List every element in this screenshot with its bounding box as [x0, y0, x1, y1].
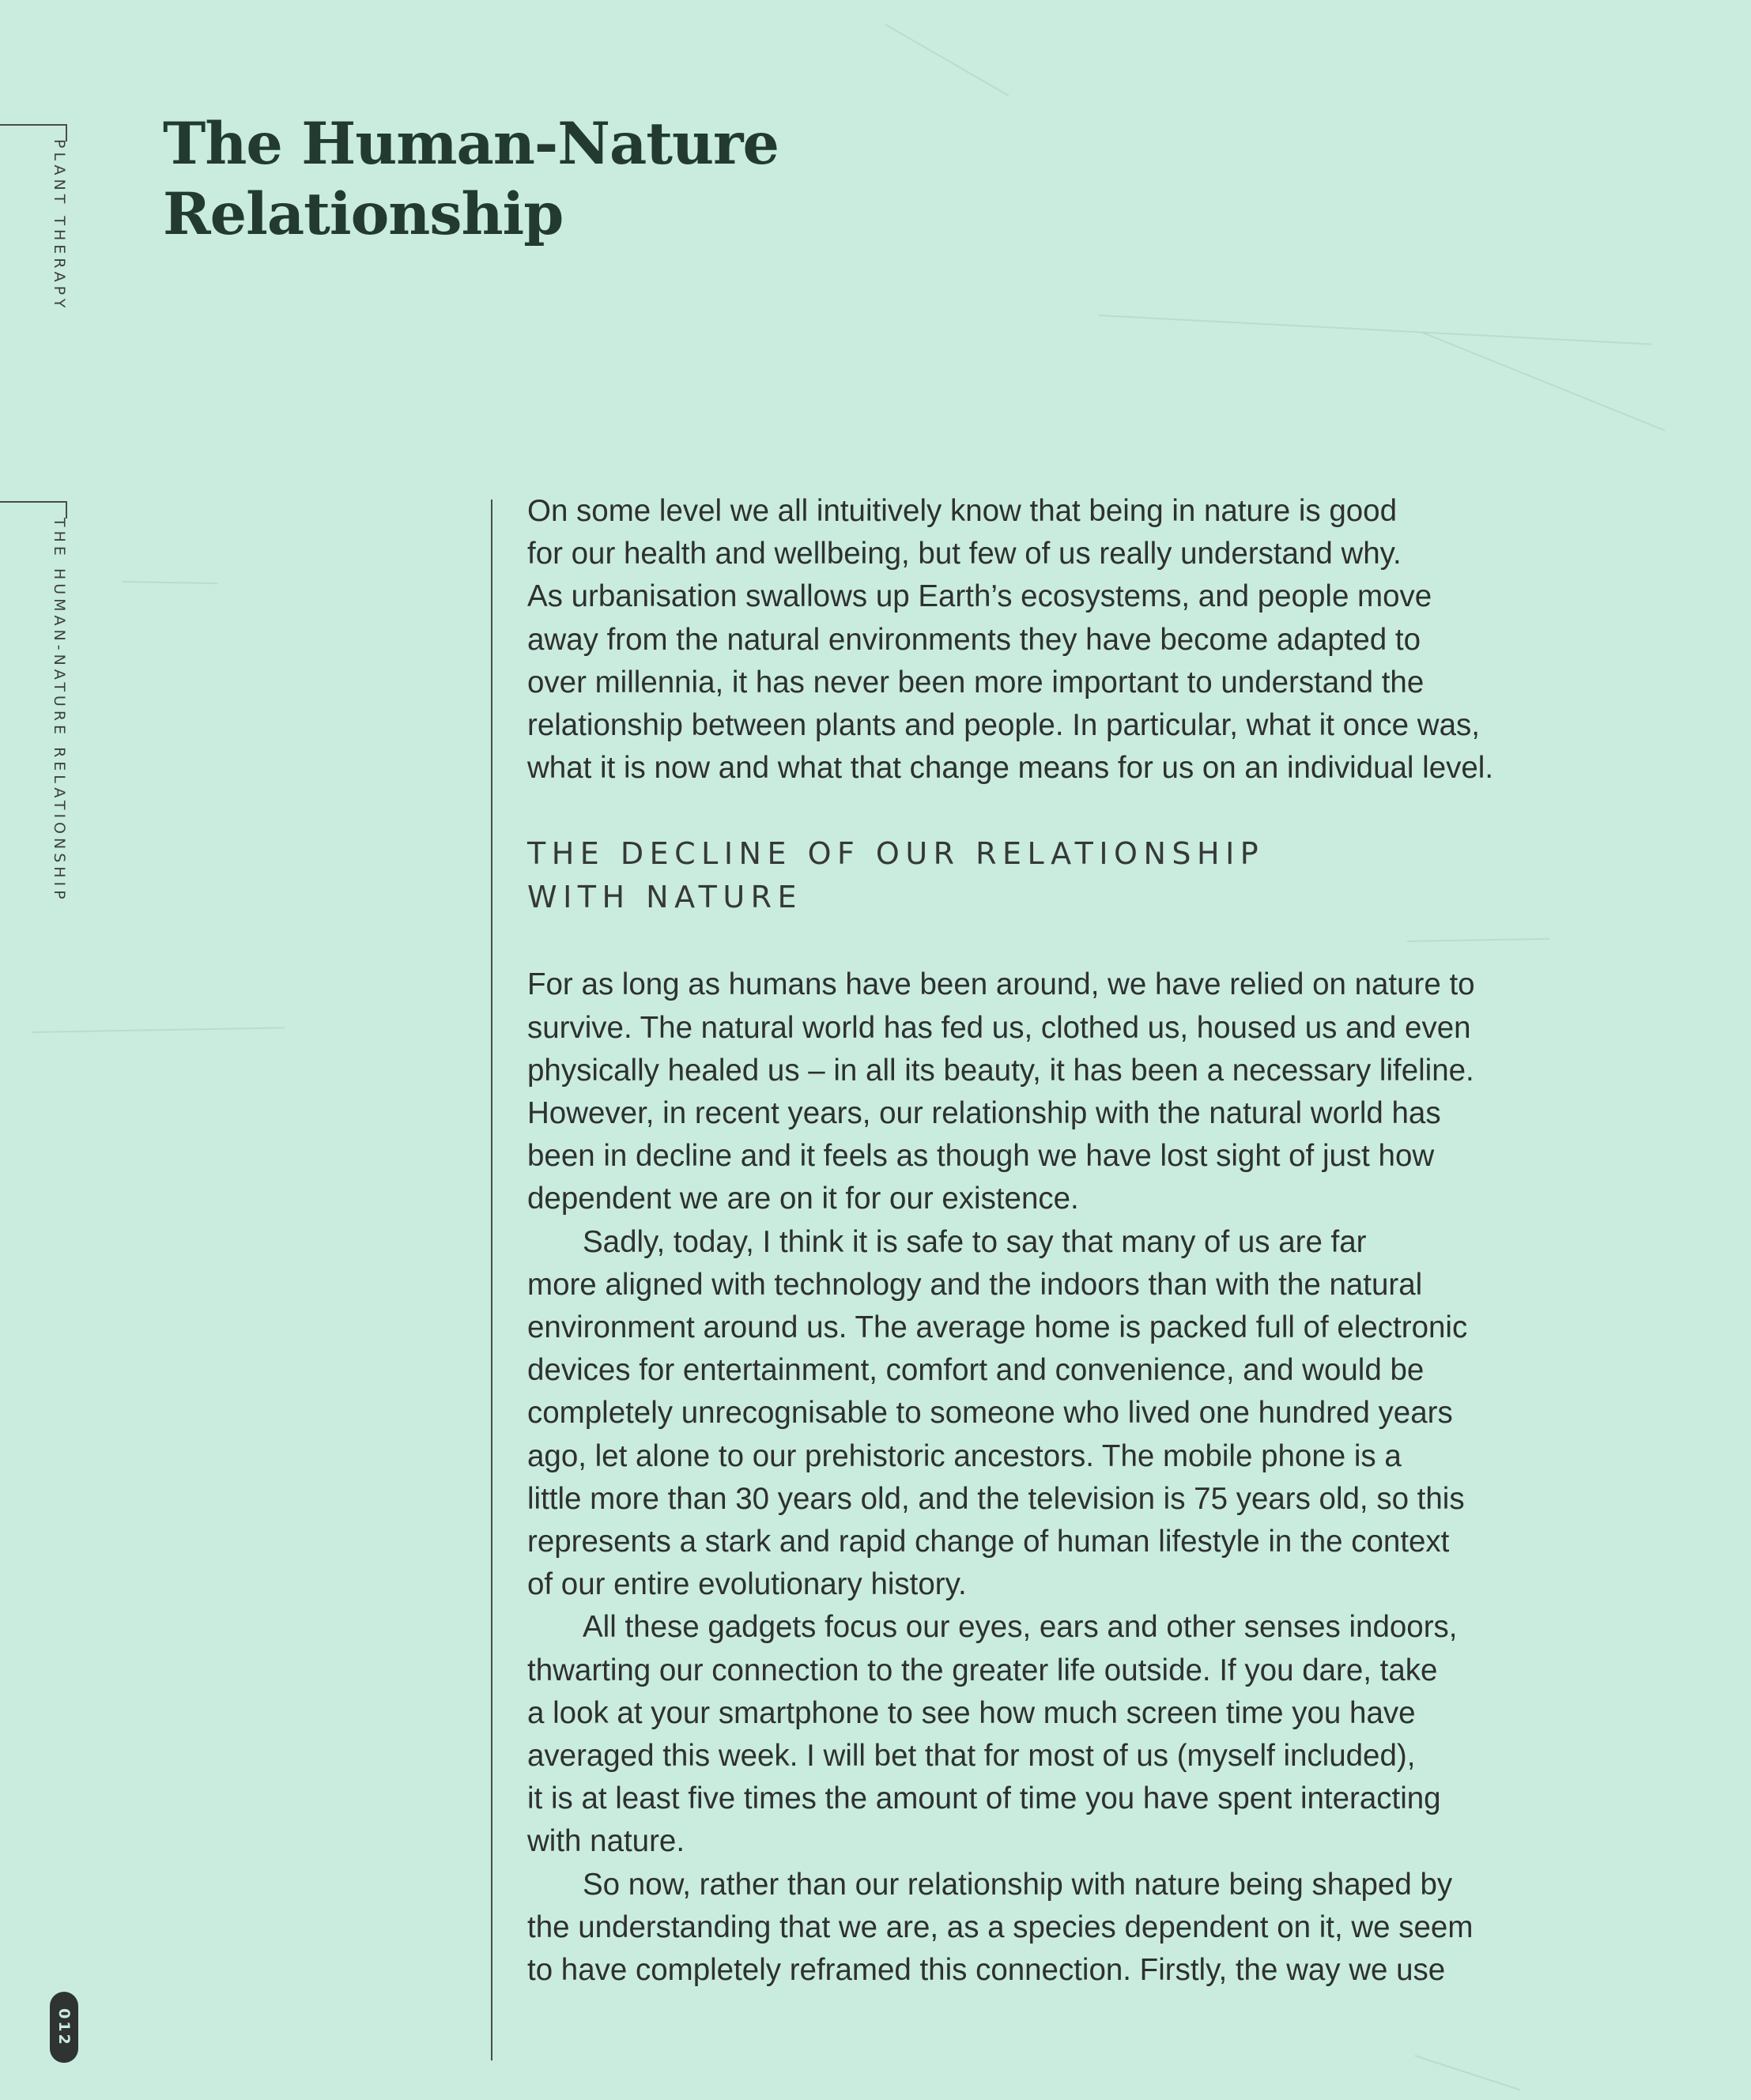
column-divider	[491, 500, 492, 2060]
section-heading	[527, 832, 1571, 919]
intro-paragraph	[527, 490, 1571, 790]
text-line: averaged this week. I will bet that for most of us (myself included),	[527, 1739, 1416, 1774]
text-line: with nature.	[527, 1824, 685, 1859]
text-line: the understanding that we are, as a species dependent on it, we seem	[527, 1910, 1474, 1944]
text-line: completely unrecognisable to someone who lived one hundred years	[527, 1396, 1453, 1431]
text-line: physically healed us – in all its beauty, it has been a necessary lifeline.	[527, 1053, 1474, 1088]
text-line: away from the natural environments they have become adapted to	[527, 622, 1421, 657]
running-head-chapter-title: THE HUMAN-NATURE RELATIONSHIP	[51, 518, 68, 903]
paragraph	[527, 1864, 1571, 1993]
text-line: what it is now and what that change means for us on an individual level.	[527, 751, 1494, 786]
text-line: All these gadgets focus our eyes, ears and other senses indoors,	[583, 1610, 1458, 1645]
text-line: However, in recent years, our relationship with the natural world has	[527, 1096, 1441, 1131]
text-line: So now, rather than our relationship with nature being shaped by	[583, 1867, 1453, 1902]
text-line: As urbanisation swallows up Earth’s ecosystems, and people move	[527, 579, 1432, 614]
text-line: thwarting our connection to the greater life outside. If you dare, take	[527, 1653, 1438, 1687]
section-heading-line-1: THE DECLINE OF OUR RELATIONSHIP	[527, 836, 1265, 872]
text-line: dependent we are on it for our existence.	[527, 1182, 1079, 1216]
text-line: relationship between plants and people. In particular, what it once was,	[527, 708, 1480, 743]
page-title-line-1: The Human-Nature	[163, 110, 779, 178]
text-line: On some level we all intuitively know that being in nature is good	[527, 494, 1397, 528]
page-number-badge	[50, 1992, 78, 2063]
running-head-book-title: PLANT THERAPY	[51, 139, 68, 312]
text-line: over millennia, it has never been more important to understand the	[527, 665, 1425, 699]
running-head-rule	[0, 124, 66, 126]
text-line: survive. The natural world has fed us, clothed us, housed us and even	[527, 1010, 1471, 1045]
text-line: been in decline and it feels as though we have lost sight of just how	[527, 1139, 1435, 1174]
text-line: For as long as humans have been around, we have relied on nature to	[527, 967, 1475, 1002]
text-line: environment around us. The average home is packed full of electronic	[527, 1310, 1468, 1345]
page-title-line-2: Relationship	[163, 180, 564, 248]
paper-texture-line	[885, 24, 1009, 96]
paper-texture-line	[123, 581, 217, 584]
text-line: little more than 30 years old, and the television is 75 years old, so this	[527, 1481, 1465, 1516]
paragraph	[527, 1606, 1571, 1863]
paper-texture-line	[1423, 332, 1666, 431]
text-line: for our health and wellbeing, but few of us really understand why.	[527, 537, 1402, 571]
page-title	[163, 109, 779, 250]
text-line: it is at least five times the amount of time you have spent interacting	[527, 1781, 1441, 1816]
chapter-head-tick	[66, 501, 67, 518]
text-line: more aligned with technology and the indoors than with the natural	[527, 1267, 1423, 1302]
text-line: represents a stark and rapid change of human lifestyle in the context	[527, 1525, 1450, 1559]
paper-texture-line	[32, 1027, 285, 1033]
chapter-head-rule	[0, 501, 66, 503]
paragraph	[527, 963, 1571, 1220]
text-line: ago, let alone to our prehistoric ancestors. The mobile phone is a	[527, 1438, 1402, 1473]
text-line: Sadly, today, I think it is safe to say that many of us are far	[583, 1224, 1367, 1259]
body-text	[527, 490, 1571, 1992]
section-heading-line-2: WITH NATURE	[527, 880, 803, 915]
paragraph	[527, 1221, 1571, 1607]
text-line: to have completely reframed this connection. Firstly, the way we use	[527, 1953, 1446, 1988]
text-line: devices for entertainment, comfort and convenience, and would be	[527, 1353, 1425, 1388]
paper-texture-line	[1099, 315, 1651, 345]
text-line: of our entire evolutionary history.	[527, 1567, 967, 1602]
page-number: 012	[55, 2008, 73, 2047]
text-line: a look at your smartphone to see how much screen time you have	[527, 1695, 1416, 1730]
paper-texture-line	[1415, 2055, 1521, 2091]
